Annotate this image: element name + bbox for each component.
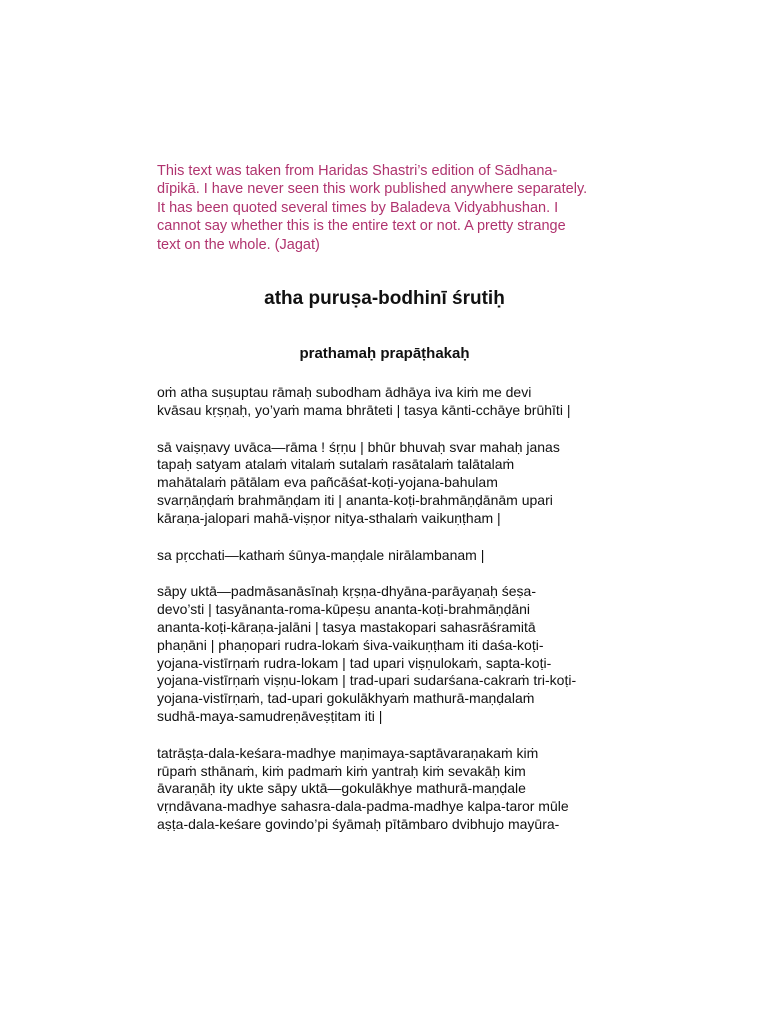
paragraph-line: sā vaiṣṇavy uvāca—rāma ! śṛṇu | bhūr bhuvaḥ svar mahaḥ janas [157, 438, 560, 455]
text-paragraph [157, 384, 612, 420]
editor-note-line: text on the whole. (Jagat) [157, 236, 320, 253]
text-paragraph [157, 439, 612, 528]
paragraph-line: kāraṇa-jalopari mahā-viṣṇor nitya-sthalaṁ vaikuṇṭham | [157, 509, 501, 526]
paragraph-line: tapaḥ satyam atalaṁ vitalaṁ sutalaṁ rasātalaṁ talātalaṁ [157, 456, 515, 473]
paragraph-line: aṣṭa-dala-keśare govindo’pi śyāmaḥ pītāmbaro dvibhujo mayūra- [157, 815, 560, 832]
paragraph-line: kvāsau kṛṣṇaḥ, yo’yaṁ mama bhrāteti | tasya kānti-cchāye brūhīti | [157, 401, 571, 418]
editor-note-line: This text was taken from Haridas Shastri’s edition of Sādhana- [157, 163, 558, 179]
paragraph-line: oṁ atha suṣuptau rāmaḥ subodham ādhāya iva kiṁ me devi [157, 384, 532, 401]
editor-note [157, 162, 612, 254]
paragraph-line: yojana-vistīrṇaṁ, tad-upari gokulākhyaṁ mathurā-maṇḍalaṁ [157, 690, 535, 707]
paragraph-line: vṛndāvana-madhye sahasra-dala-padma-madhye kalpa-taror mūle [157, 798, 569, 815]
text-paragraph [157, 745, 612, 834]
editor-note-line: It has been quoted several times by Baladeva Vidyabhushan. I [157, 199, 559, 216]
paragraph-line: āvaraṇāḥ ity ukte sāpy uktā—gokulākhye mathurā-maṇḍale [157, 780, 526, 797]
editor-note-line: dīpikā. I have never seen this work published anywhere separately. [157, 181, 588, 198]
paragraph-line: mahātalaṁ pātālam eva pañcāśat-koṭi-yojana-bahulam [157, 474, 498, 491]
paragraph-line: phaṇāni | phaṇopari rudra-lokaṁ śiva-vaikuṇṭham iti daśa-koṭi- [157, 636, 544, 653]
document-page [157, 162, 612, 853]
paragraph-line: sāpy uktā—padmāsanāsīnaḥ kṛṣṇa-dhyāna-parāyaṇaḥ śeṣa- [157, 583, 537, 600]
paragraph-line: rūpaṁ sthānaṁ, kiṁ padmaṁ kiṁ yantraḥ kiṁ sevakāḥ kim [157, 762, 526, 779]
paragraph-line: yojana-vistīrṇaṁ viṣṇu-lokam | trad-upari sudarśana-cakraṁ tri-koṭi- [157, 672, 577, 689]
paragraph-line: svarṇāṇḍaṁ brahmāṇḍam iti | ananta-koṭi-brahmāṇḍānām upari [157, 492, 553, 509]
paragraph-line: ananta-koṭi-kāraṇa-jalāni | tasya mastakopari sahasrāśramitā [157, 619, 536, 635]
text-paragraph [157, 547, 612, 565]
paragraph-line: devo’sti | tasyānanta-roma-kūpeṣu ananta-koṭi-brahmāṇḍāni [157, 601, 531, 618]
text-paragraph [157, 583, 612, 725]
document-title: atha puruṣa-bodhinī śrutiḥ [264, 288, 505, 310]
editor-note-line: cannot say whether this is the entire text or not. A pretty strange [157, 218, 566, 235]
paragraph-line: sa pṛcchati—kathaṁ śūnya-maṇḍale nirālambanam | [157, 546, 485, 563]
paragraph-line: sudhā-maya-samudreṇāveṣṭitam iti | [157, 707, 383, 724]
paragraph-line: yojana-vistīrṇaṁ rudra-lokam | tad upari viṣṇulokaṁ, sapta-koṭi- [157, 654, 552, 671]
paragraph-line: tatrāṣṭa-dala-keśara-madhye maṇimaya-saptāvaraṇakaṁ kiṁ [157, 744, 539, 761]
section-heading: prathamaḥ prapāṭhakaḥ [299, 345, 470, 363]
